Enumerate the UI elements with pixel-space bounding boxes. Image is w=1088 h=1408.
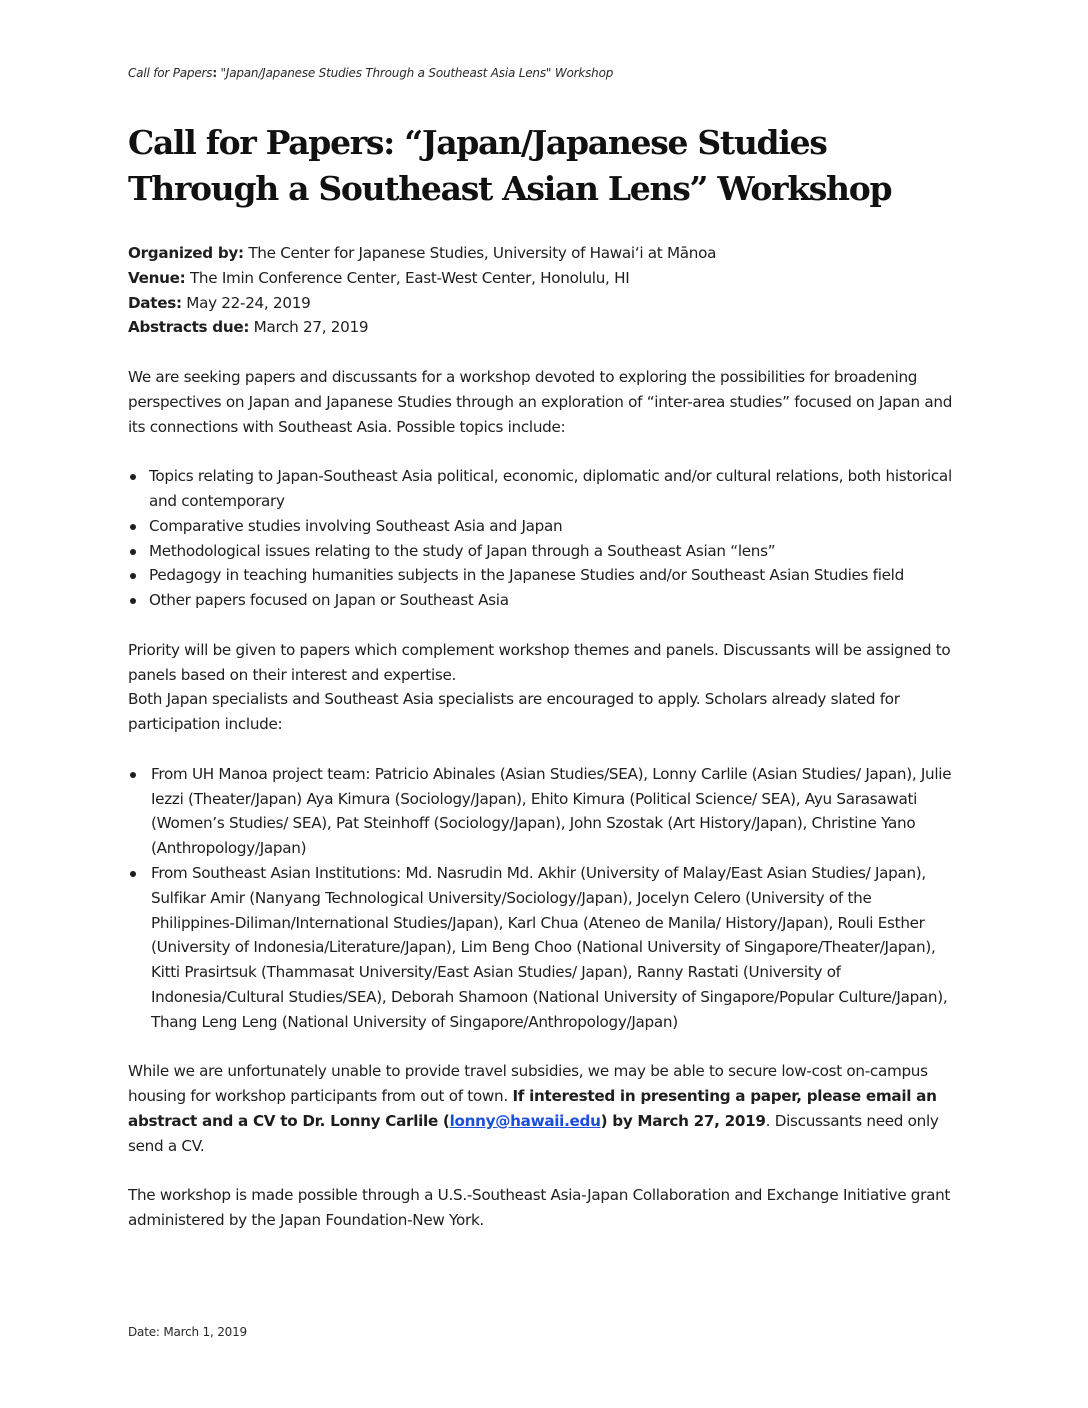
email-link[interactable]: lonny@hawaii.edu xyxy=(449,1111,601,1130)
submission-instructions: If interested in presenting a paper, please email an abstract and a CV to Dr. Lonny Carlile (lonny@hawaii.edu) by March 27, 2019 xyxy=(128,1087,937,1130)
list-item: Pedagogy in teaching humanities subjects in the Japanese Studies and/or Southeast Asian Studies field xyxy=(128,563,958,588)
list-item: Topics relating to Japan-Southeast Asia political, economic, diplomatic and/or cultural relations, both historical and contemporary xyxy=(128,464,958,514)
list-item: From Southeast Asian Institutions: Md. Nasrudin Md. Akhir (University of Malay/East Asian Studies/ Japan), Sulfikar Amir (Nanyang Technological University/Sociology/Japan), Jocelyn Celero (University of the Philippines-Diliman/International Studies/Japan), Karl Chua (Ateneo de Manila/ History/Japan), Rouli Esther (University of Indonesia/Literature/Japan), Lim Beng Choo (National University of Singapore/Theater/Japan), Kitti Prasirtsuk (Thammasat University/East Asian Studies/ Japan), Ranny Rastati (University of Indonesia/Cultural Studies/SEA), Deborah Shamoon (National University of Singapore/Popular Culture/Japan), Thang Leng Leng (National University of Singapore/Anthropology/Japan) xyxy=(128,861,958,1035)
organized-by-label: Organized by: xyxy=(128,244,244,262)
dates-line xyxy=(128,291,958,316)
event-details xyxy=(128,241,958,340)
dates-value: May 22-24, 2019 xyxy=(181,293,311,312)
abstracts-due-value: March 27, 2019 xyxy=(249,318,369,337)
organized-by-line xyxy=(128,241,958,266)
priority-paragraph: Priority will be given to papers which complement workshop themes and panels. Discussants will be assigned to panels based on their interest and expertise. xyxy=(128,640,951,684)
running-header-prefix: Call for Papers xyxy=(128,66,213,80)
grant-paragraph: The workshop is made possible through a U.S.-Southeast Asia-Japan Collaboration and Exchange Initiative grant administered by the Japan Foundation-New York. xyxy=(128,1186,951,1230)
running-header: Call for Papers: "Japan/Japanese Studies Through a Southeast Asia Lens" Workshop xyxy=(128,66,614,80)
topics-list xyxy=(128,464,958,613)
running-header-rest: "Japan/Japanese Studies Through a Southeast Asia Lens" Workshop xyxy=(216,66,614,80)
list-item: Methodological issues relating to the study of Japan through a Southeast Asian “lens” xyxy=(128,539,958,564)
venue-value: The Imin Conference Center, East-West Center, Honolulu, HI xyxy=(185,268,630,287)
intro-paragraph: We are seeking papers and discussants for a workshop devoted to exploring the possibilities for broadening perspectives on Japan and Japanese Studies through an exploration of “inter-area studies” focused on Japan and its connections with Southeast Asia. Possible topics include: xyxy=(128,367,953,436)
venue-label: Venue: xyxy=(128,268,186,287)
dates-label: Dates: xyxy=(128,293,182,312)
abstracts-due-line xyxy=(128,315,958,340)
specialists-paragraph: Both Japan specialists and Southeast Asia specialists are encouraged to apply. Scholars already slated for participation include: xyxy=(128,690,900,734)
subsidy-paragraph: While we are unfortunately unable to provide travel subsidies, we may be able to secure low-cost on-campus housing for workshop participants from out of town. If interested in presenting a paper, please email an abstract and a CV to Dr. Lonny Carlile (lonny@hawaii.edu) by March 27, 2019. Discussants need only send a CV. xyxy=(128,1062,939,1155)
organized-by-value: The Center for Japanese Studies, University of Hawai‘i at Mānoa xyxy=(243,244,717,262)
list-item: From UH Manoa project team: Patricio Abinales (Asian Studies/SEA), Lonny Carlile (Asian Studies/ Japan), Julie Iezzi (Theater/Japan) Aya Kimura (Sociology/Japan), Ehito Kimura (Political Science/ SEA), Ayu Sarasawati (Women’s Studies/ SEA), Pat Steinhoff (Sociology/Japan), John Szostak (Art History/Japan), Christine Yano (Anthropology/Japan) xyxy=(128,762,958,861)
page-title: Call for Papers: “Japan/Japanese Studies Through a Southeast Asian Lens” Workshop xyxy=(128,123,892,208)
list-item: Other papers focused on Japan or Southeast Asia xyxy=(128,588,958,613)
abstracts-due-label: Abstracts due: xyxy=(128,318,250,337)
scholars-list xyxy=(128,762,958,1035)
footer-date: Date: March 1, 2019 xyxy=(128,1325,247,1339)
list-item: Comparative studies involving Southeast Asia and Japan xyxy=(128,514,958,539)
document-body xyxy=(128,241,958,1233)
venue-line xyxy=(128,266,958,291)
